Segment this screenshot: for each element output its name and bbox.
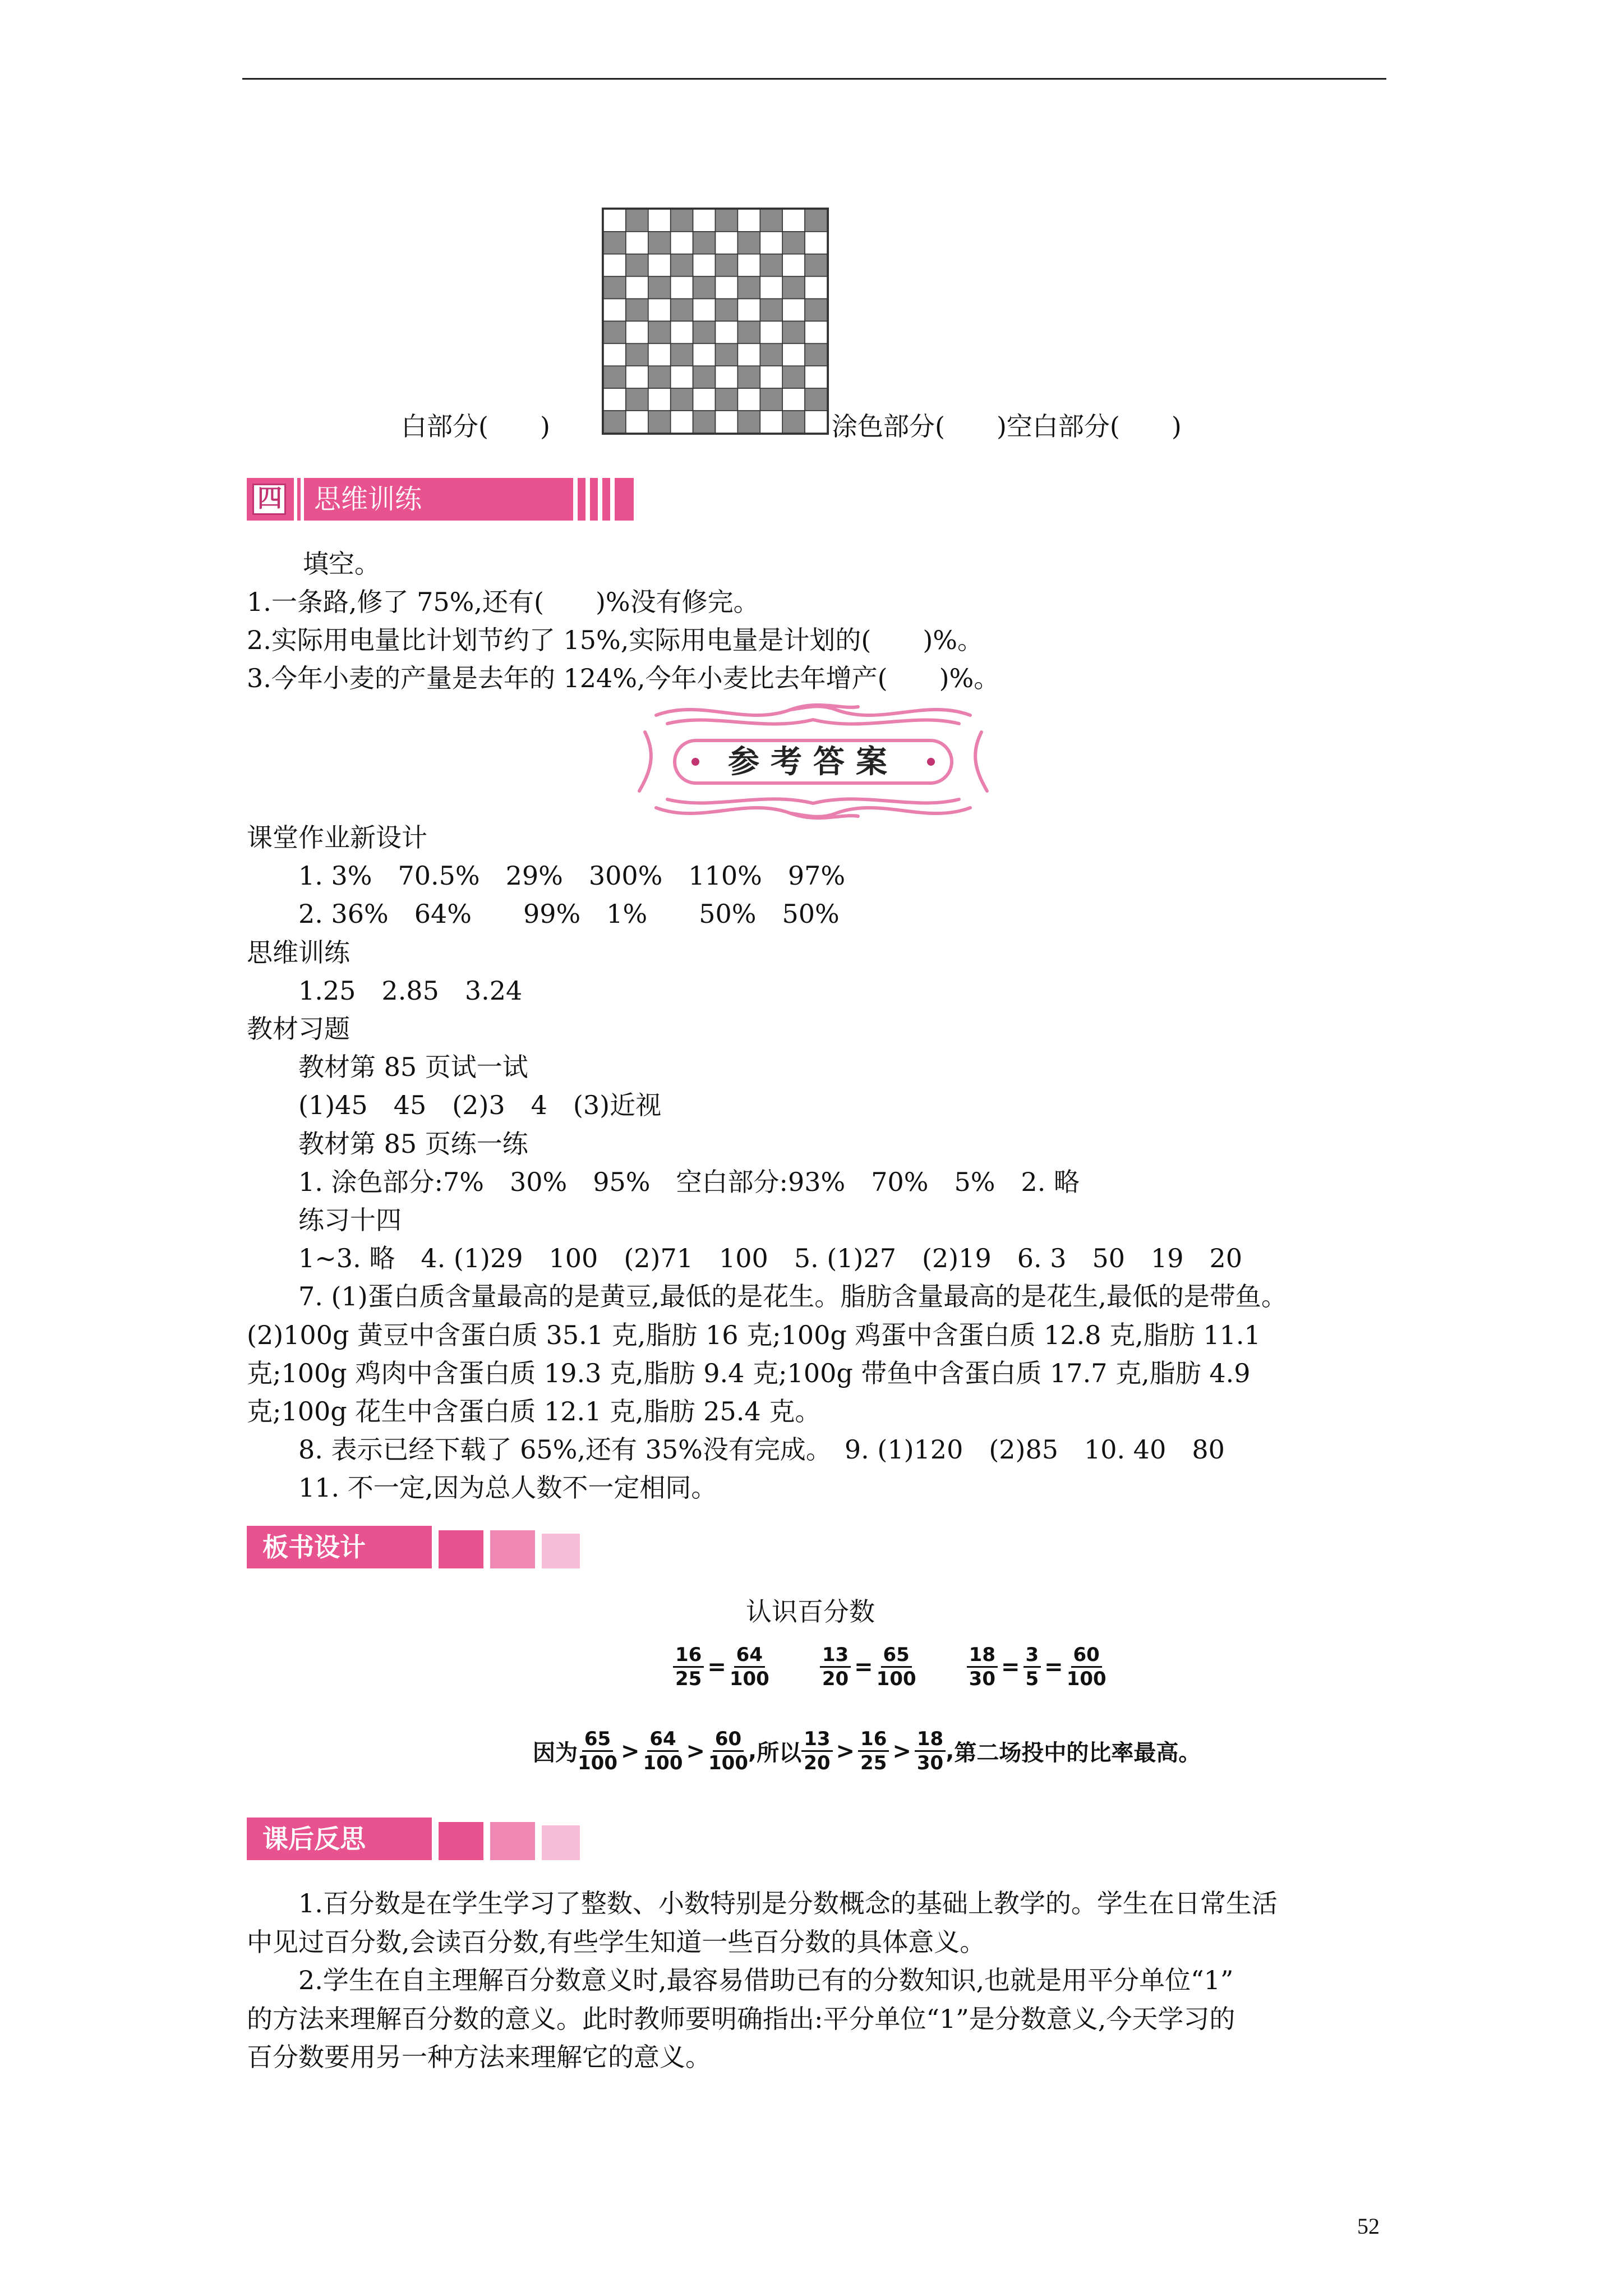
shaded-part-label: 涂色部分( )空白部分( ) <box>832 411 1182 441</box>
grid-cell <box>626 343 648 366</box>
thinking-item-2: 2.实际用电量比计划节约了 15%,实际用电量是计划的( )%。 <box>247 625 983 655</box>
grid-cell <box>782 299 805 321</box>
grid-cell <box>648 343 671 366</box>
grid-cell <box>648 388 671 411</box>
grid-cell <box>716 209 738 232</box>
answer-line: 1~3. 略 4. (1)29 100 (2)71 100 5. (1)27 (2)19 6. 3 50 19 20 <box>247 1243 1243 1274</box>
grid-cell <box>760 232 782 254</box>
grid-cell <box>760 299 782 321</box>
grid-cell <box>671 299 693 321</box>
grid-cell <box>805 321 827 344</box>
grid-cell <box>648 232 671 254</box>
grid-cell <box>603 299 626 321</box>
grid-cell <box>603 321 626 344</box>
grid-cell <box>626 299 648 321</box>
grid-cell <box>716 388 738 411</box>
grid-cell <box>716 343 738 366</box>
answer-line: 思维训练 <box>247 937 350 968</box>
fraction: $\frac{60}{100}$ <box>1066 1644 1106 1690</box>
grid-cell <box>737 321 760 344</box>
section-header-board <box>247 1526 606 1568</box>
grid-cell <box>760 277 782 299</box>
grid-cell <box>760 209 782 232</box>
grid-cell <box>737 343 760 366</box>
header-rule <box>242 78 1386 80</box>
fraction: $\frac{16}{25}$ <box>673 1644 704 1690</box>
grid-cell <box>782 254 805 277</box>
reflection-header-title: 课后反思 <box>262 1824 366 1854</box>
grid-cell <box>693 411 716 433</box>
grid-cell <box>603 366 626 388</box>
grid-cell <box>782 343 805 366</box>
thinking-item-3: 3.今年小麦的产量是去年的 124%,今年小麦比去年增产( )%。 <box>247 663 1000 693</box>
grid-cell <box>693 232 716 254</box>
grid-cell <box>737 232 760 254</box>
page-number: 52 <box>1357 2214 1380 2239</box>
grid-cell <box>782 411 805 433</box>
grid-cell <box>671 411 693 433</box>
grid-cell <box>671 232 693 254</box>
answer-line: (1)45 45 (2)3 4 (3)近视 <box>247 1090 662 1121</box>
grid-cell <box>603 232 626 254</box>
grid-cell <box>693 209 716 232</box>
grid-cell <box>805 254 827 277</box>
grid-cell <box>737 366 760 388</box>
grid-cell <box>760 388 782 411</box>
white-part-label: 白部分( ) <box>401 411 550 441</box>
conclusion: 第二场投中的比率最高。 <box>954 1740 1201 1766</box>
grid-cell <box>626 254 648 277</box>
reflection-line: 的方法来理解百分数的意义。此时教师要明确指出:平分单位“1”是分数意义,今天学习的 <box>247 2003 1235 2034</box>
grid-cell <box>603 209 626 232</box>
board-title: 认识百分数 <box>746 1596 875 1627</box>
answer-line: 克;100g 鸡肉中含蛋白质 19.3 克,脂肪 9.4 克;100g 带鱼中含蛋白质 17.7 克,脂肪 4.9 <box>247 1358 1251 1388</box>
grid-cell <box>782 209 805 232</box>
grid-cell <box>805 209 827 232</box>
grid-cell <box>760 343 782 366</box>
answer-line: 教材习题 <box>247 1014 350 1044</box>
answer-line: 1.25 2.85 3.24 <box>247 975 523 1006</box>
answer-line: 克;100g 花生中含蛋白质 12.1 克,脂肪 25.4 克。 <box>247 1396 821 1427</box>
answer-line: 2. 36% 64% 99% 1% 50% 50% <box>247 899 840 930</box>
grid-cell <box>648 277 671 299</box>
grid-cell <box>693 299 716 321</box>
answers-banner <box>634 693 993 830</box>
section-header-thinking <box>247 478 634 521</box>
reflection-line: 1.百分数是在学生学习了整数、小数特别是分数概念的基础上教学的。学生在日常生活 <box>247 1888 1278 1918</box>
section-number: 四 <box>257 484 282 513</box>
board-header-title: 板书设计 <box>262 1532 366 1562</box>
answer-line: 教材第 85 页试一试 <box>247 1052 528 1083</box>
grid-cell <box>648 411 671 433</box>
grid-cell <box>716 411 738 433</box>
answer-line: 8. 表示已经下载了 65%,还有 35%没有完成。 9. (1)120 (2)85 10. 40 80 <box>247 1434 1225 1465</box>
grid-cell <box>693 366 716 388</box>
grid-cell <box>782 388 805 411</box>
grid-cell <box>693 277 716 299</box>
answers-banner-title: 参考答案 <box>728 743 898 780</box>
grid-cell <box>805 299 827 321</box>
grid-cell <box>603 411 626 433</box>
grid-cell <box>805 388 827 411</box>
grid-cell <box>693 254 716 277</box>
grid-cell <box>716 321 738 344</box>
grid-cell <box>648 366 671 388</box>
answer-line: 练习十四 <box>247 1205 402 1235</box>
grid-cell <box>671 366 693 388</box>
fraction: $\frac{18}{30}$ <box>967 1644 998 1690</box>
grid-cell <box>648 299 671 321</box>
section-header-reflection <box>247 1818 606 1860</box>
reflection-line: 百分数要用另一种方法来理解它的意义。 <box>247 2042 711 2072</box>
answer-line: 11. 不一定,因为总人数不一定相同。 <box>247 1473 717 1503</box>
answer-line: (2)100g 黄豆中含蛋白质 35.1 克,脂肪 16 克;100g 鸡蛋中含蛋白质 12.8 克,脂肪 11.1 <box>247 1319 1261 1350</box>
grid-cell <box>737 411 760 433</box>
so-label: 所以 <box>757 1740 802 1766</box>
answer-line: 课堂作业新设计 <box>247 822 427 853</box>
grid-cell <box>737 299 760 321</box>
grid-cell <box>760 411 782 433</box>
grid-cell <box>737 388 760 411</box>
board-comparison: 因为 $\frac{65}{100}$ > $\frac{64}{100}$ > $\frac{60}{100}$ , 所以 $\frac{13}{20}$ > $\frac{16}{25}$ > $\frac{18}{30}$ , 第二场投中的比率最高。 <box>533 1728 1201 1774</box>
grid-cell <box>671 277 693 299</box>
reflection-line: 中见过百分数,会读百分数,有些学生知道一些百分数的具体意义。 <box>247 1926 986 1957</box>
grid-cell <box>737 277 760 299</box>
grid-cell <box>782 321 805 344</box>
grid-cell <box>693 321 716 344</box>
grid-cell <box>805 232 827 254</box>
grid-cell <box>626 277 648 299</box>
grid-cell <box>671 343 693 366</box>
grid-cell <box>603 254 626 277</box>
grid-cell <box>782 232 805 254</box>
section-title: 思维训练 <box>314 484 422 515</box>
thinking-intro: 填空。 <box>303 549 380 579</box>
reflection-line: 2.学生在自主理解百分数意义时,最容易借助已有的分数知识,也就是用平分单位“1” <box>247 1965 1234 1995</box>
grid-cell <box>760 366 782 388</box>
grid-cell <box>716 254 738 277</box>
thinking-item-1: 1.一条路,修了 75%,还有( )%没有修完。 <box>247 587 759 617</box>
grid-cell <box>671 321 693 344</box>
grid-cell <box>805 366 827 388</box>
grid-cell <box>693 343 716 366</box>
answer-line: 1. 3% 70.5% 29% 300% 110% 97% <box>247 861 846 891</box>
grid-cell <box>737 209 760 232</box>
grid-cell <box>716 299 738 321</box>
grid-cell <box>626 209 648 232</box>
grid-cell <box>671 254 693 277</box>
grid-cell <box>760 254 782 277</box>
grid-cell <box>603 277 626 299</box>
grid-cell <box>603 343 626 366</box>
grid-cell <box>805 411 827 433</box>
grid-cell <box>805 277 827 299</box>
grid-cell <box>716 366 738 388</box>
grid-cell <box>805 343 827 366</box>
fraction: $\frac{64}{100}$ <box>729 1644 769 1690</box>
answer-line: 1. 涂色部分:7% 30% 95% 空白部分:93% 70% 5% 2. 略 <box>247 1166 1080 1197</box>
checker-grid <box>602 208 829 435</box>
because-label: 因为 <box>533 1740 578 1766</box>
grid-cell <box>671 209 693 232</box>
grid-cell <box>671 388 693 411</box>
grid-cell <box>626 321 648 344</box>
grid-cell <box>782 277 805 299</box>
grid-cell <box>760 321 782 344</box>
grid-cell <box>603 388 626 411</box>
grid-cell <box>782 366 805 388</box>
answer-line: 教材第 85 页练一练 <box>247 1128 528 1159</box>
grid-cell <box>626 411 648 433</box>
answer-line: 7. (1)蛋白质含量最高的是黄豆,最低的是花生。脂肪含量最高的是花生,最低的是带鱼。 <box>247 1281 1287 1312</box>
board-equations: $\frac{16}{25}$ = $\frac{64}{100}$ $\frac{13}{20}$ = $\frac{65}{100}$ $\frac{18}{30}$ = $\frac{3}{5}$ = $\frac{60}{100}$ <box>673 1644 1106 1690</box>
grid-cell <box>648 321 671 344</box>
grid-cell <box>626 366 648 388</box>
fraction: $\frac{65}{100}$ <box>876 1644 916 1690</box>
grid-cell <box>648 209 671 232</box>
fraction: $\frac{3}{5}$ <box>1023 1644 1041 1690</box>
grid-cell <box>626 232 648 254</box>
grid-cell <box>737 254 760 277</box>
fraction: $\frac{13}{20}$ <box>820 1644 851 1690</box>
grid-cell <box>716 277 738 299</box>
grid-cell <box>626 388 648 411</box>
grid-cell <box>716 232 738 254</box>
grid-cell <box>693 388 716 411</box>
grid-cell <box>648 254 671 277</box>
